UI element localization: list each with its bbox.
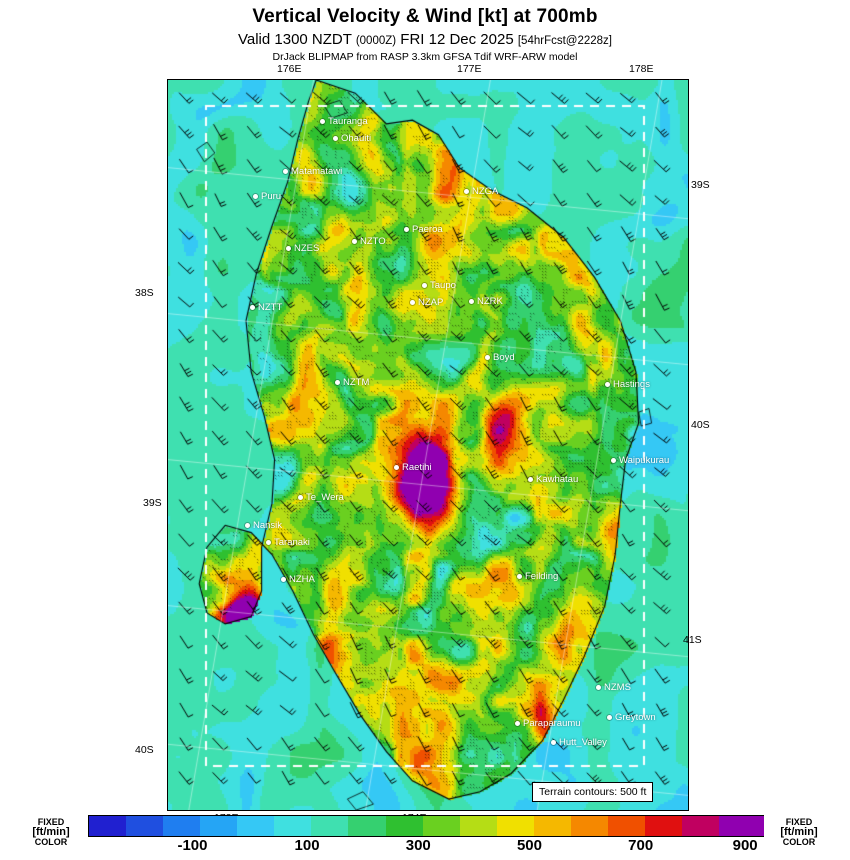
colorbar-gradient	[88, 815, 764, 837]
city-label: Nansik	[253, 520, 283, 531]
city-marker	[320, 116, 368, 127]
colorbar-segment	[460, 816, 498, 836]
latitude-label-5: 40S	[135, 744, 154, 756]
colorbar-right-line3: COLOR	[782, 837, 816, 847]
latitude-label-4: 41S	[683, 634, 702, 646]
city-label: Paraparaumu	[523, 718, 581, 729]
city-marker	[422, 280, 456, 291]
weather-map-canvas	[168, 80, 688, 810]
city-marker	[245, 520, 282, 531]
city-label: NZGA	[472, 186, 499, 197]
colorbar-tick: -100	[177, 837, 208, 854]
colorbar	[0, 812, 850, 860]
header	[0, 0, 850, 63]
city-label: Paeroa	[412, 224, 443, 235]
city-dot-icon	[515, 721, 520, 726]
city-dot-icon	[528, 477, 533, 482]
city-label: NZTO	[360, 236, 386, 247]
colorbar-left-line3: COLOR	[34, 837, 68, 847]
city-marker	[469, 296, 503, 307]
city-dot-icon	[394, 465, 399, 470]
city-label: NZAP	[418, 297, 444, 308]
colorbar-segment	[719, 816, 763, 836]
colorbar-tick: 700	[628, 837, 654, 854]
colorbar-segment	[163, 816, 201, 836]
city-marker	[286, 243, 319, 254]
colorbar-segment	[608, 816, 646, 836]
city-dot-icon	[333, 136, 338, 141]
terrain-contour-legend: Terrain contours: 500 ft	[532, 782, 653, 802]
city-marker	[250, 302, 282, 313]
city-dot-icon	[298, 495, 303, 500]
city-label: Ohauiti	[341, 133, 372, 144]
city-marker	[333, 133, 371, 144]
city-dot-icon	[485, 355, 490, 360]
city-label: Te_Wera	[306, 492, 344, 503]
colorbar-segment	[237, 816, 275, 836]
longitude-label-1: 177E	[457, 63, 482, 75]
colorbar-left-line2: [ft/min]	[32, 826, 70, 838]
city-dot-icon	[404, 227, 409, 232]
city-label: Matamatawi	[291, 166, 343, 177]
city-label: NZES	[294, 243, 320, 254]
city-marker	[605, 379, 650, 390]
city-label: Waipukurau	[619, 455, 670, 466]
forecast-tag: [54hrFcst@2228z]	[517, 35, 612, 47]
city-dot-icon	[245, 523, 250, 528]
latitude-label-1: 38S	[135, 287, 154, 299]
city-label: Hutt_Valley	[559, 737, 607, 748]
city-dot-icon	[605, 382, 610, 387]
city-marker	[394, 462, 432, 473]
colorbar-segment	[126, 816, 164, 836]
colorbar-segment	[89, 816, 127, 836]
colorbar-segment	[274, 816, 312, 836]
city-dot-icon	[250, 305, 255, 310]
colorbar-right-line2: [ft/min]	[780, 826, 818, 838]
city-label: Feilding	[525, 571, 559, 582]
colorbar-left-label	[20, 817, 82, 847]
city-marker	[266, 537, 310, 548]
longitude-label-2: 178E	[629, 63, 654, 75]
colorbar-tick-labels	[88, 837, 762, 857]
colorbar-segment	[200, 816, 238, 836]
city-marker	[611, 455, 669, 466]
colorbar-segment	[386, 816, 424, 836]
city-label: Taranaki	[274, 537, 310, 548]
map-frame[interactable]	[167, 79, 689, 811]
longitude-label-0: 176E	[277, 63, 302, 75]
colorbar-segment	[497, 816, 535, 836]
colorbar-segment	[645, 816, 683, 836]
colorbar-left-line1: FIXED	[37, 817, 65, 827]
city-marker	[596, 682, 631, 693]
city-dot-icon	[320, 119, 325, 124]
city-dot-icon	[611, 458, 616, 463]
city-label: Taupo	[430, 280, 456, 291]
city-marker	[352, 236, 386, 247]
city-label: NZRK	[477, 296, 503, 307]
page-title: Vertical Velocity & Wind [kt] at 700mb	[252, 6, 598, 27]
city-marker	[283, 166, 342, 177]
colorbar-tick: 900	[732, 837, 758, 854]
colorbar-right-label	[768, 817, 830, 847]
city-dot-icon	[283, 169, 288, 174]
city-marker	[464, 186, 498, 197]
city-marker	[528, 474, 578, 485]
valid-time-utc: (0000Z)	[355, 35, 397, 47]
latitude-label-3: 39S	[143, 497, 162, 509]
colorbar-segment	[348, 816, 386, 836]
city-label: Boyd	[493, 352, 515, 363]
city-marker	[515, 718, 581, 729]
city-marker	[485, 352, 515, 363]
city-dot-icon	[253, 194, 258, 199]
city-dot-icon	[266, 540, 271, 545]
model-line: DrJack BLIPMAP from RASP 3.3km GFSA Tdif WRF-ARW model	[272, 51, 578, 63]
colorbar-segment	[311, 816, 349, 836]
latitude-label-0: 39S	[691, 179, 710, 191]
colorbar-tick: 100	[294, 837, 320, 854]
colorbar-tick: 500	[516, 837, 542, 854]
city-label: Tauranga	[328, 116, 368, 127]
city-label: Hastings	[613, 379, 650, 390]
city-marker	[281, 574, 315, 585]
city-dot-icon	[410, 300, 415, 305]
city-dot-icon	[352, 239, 357, 244]
city-dot-icon	[286, 246, 291, 251]
city-dot-icon	[596, 685, 601, 690]
city-marker	[298, 492, 344, 503]
city-marker	[410, 297, 443, 308]
colorbar-segment	[534, 816, 572, 836]
city-dot-icon	[281, 577, 286, 582]
city-marker	[607, 712, 656, 723]
city-label: NZTM	[343, 377, 370, 388]
colorbar-segment	[571, 816, 609, 836]
city-dot-icon	[469, 299, 474, 304]
valid-date: FRI 12 Dec 2025	[400, 31, 514, 48]
latitude-label-2: 40S	[691, 419, 710, 431]
city-label: NZHA	[289, 574, 315, 585]
city-dot-icon	[517, 574, 522, 579]
city-marker	[253, 191, 281, 202]
colorbar-tick: 300	[405, 837, 431, 854]
city-marker	[404, 224, 443, 235]
city-marker	[551, 737, 607, 748]
city-dot-icon	[607, 715, 612, 720]
city-dot-icon	[422, 283, 427, 288]
city-label: NZTT	[258, 302, 283, 313]
valid-time: Valid 1300 NZDT	[237, 31, 352, 48]
city-dot-icon	[335, 380, 340, 385]
city-dot-icon	[551, 740, 556, 745]
city-marker	[335, 377, 369, 388]
city-label: Puru	[261, 191, 282, 202]
city-label: Greytown	[615, 712, 656, 723]
colorbar-segment	[423, 816, 461, 836]
city-label: Raetihi	[402, 462, 432, 473]
city-marker	[517, 571, 558, 582]
valid-time-line	[0, 31, 850, 48]
colorbar-right-line1: FIXED	[785, 817, 813, 827]
city-dot-icon	[464, 189, 469, 194]
city-label: Kawhatau	[536, 474, 579, 485]
city-label: NZMS	[604, 682, 631, 693]
colorbar-segment	[682, 816, 720, 836]
